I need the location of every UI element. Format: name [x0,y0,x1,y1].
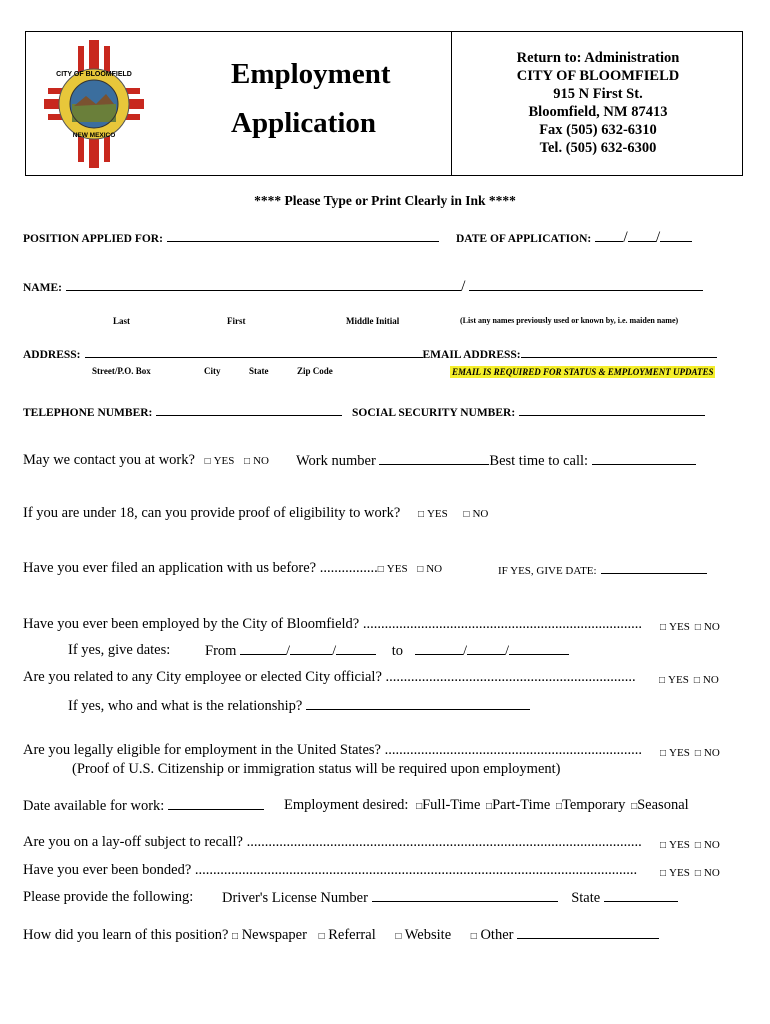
return-line: Bloomfield, NM 87413 [528,104,668,120]
name-label: NAME: [23,282,62,294]
proof-note: (Proof of U.S. Citizenship or immigration status will be required upon employment) [72,761,561,777]
return-line: Return to: Administration [516,50,680,66]
address-field[interactable] [85,345,423,358]
filed-before-yes-checkbox[interactable]: □ [377,564,384,575]
addr-state-caption: State [249,366,269,376]
to-year-field[interactable] [509,642,569,655]
bonded-question: Have you ever been bonded? .......................................................................................................................... [23,862,638,878]
filed-before-yes-label: YES [386,563,408,575]
to-label: to [391,643,404,659]
under18-question: If you are under 18, can you provide proof of eligibility to work? [23,505,401,521]
under18-yes-label: YES [426,508,448,520]
related-yes-checkbox[interactable]: □ [659,675,666,686]
city-seal-logo [44,40,144,168]
filed-before-question: Have you ever filed an application with us before? ................ [23,560,378,576]
return-line: 915 N First St. [553,86,643,102]
name-field[interactable] [66,278,461,291]
newspaper-checkbox[interactable]: □ [232,931,239,942]
work-number-field[interactable] [379,452,489,465]
name-first-caption: First [227,316,246,326]
referral-checkbox[interactable]: □ [318,931,325,942]
related-no-checkbox[interactable]: □ [693,675,700,686]
logo-text-top: CITY OF BLOOMFIELD [56,71,132,78]
position-label: POSITION APPLIED FOR: [23,233,163,245]
title-line1: Employment [231,58,391,90]
return-address [452,49,744,157]
state-field[interactable] [604,889,678,902]
addr-zip-caption: Zip Code [297,366,333,376]
employed-city-yes-label: YES [669,621,690,633]
instruction: **** Please Type or Print Clearly in Ink **** [254,193,516,208]
from-label: From [205,643,237,659]
best-time-label: Best time to call: [489,453,589,469]
logo-text-bottom: NEW MEXICO [72,132,116,139]
title-line2: Application [231,107,377,139]
seasonal-checkbox[interactable]: □ [631,801,638,812]
filed-before-no-label: NO [426,563,443,575]
contact-work-no-label: NO [253,455,269,467]
temporary-checkbox[interactable]: □ [555,801,563,812]
part-time-checkbox[interactable]: □ [486,801,493,812]
addr-city-caption: City [204,366,221,376]
return-line: Tel. (505) 632-6300 [539,140,657,156]
eligible-question: Are you legally eligible for employment in the United States? ....................................................................... [23,742,642,758]
date-available-field[interactable] [168,797,264,810]
return-line: Fax (505) 632-6310 [539,122,657,138]
layoff-no-checkbox[interactable]: □ [694,840,701,851]
employed-city-yes-checkbox[interactable]: □ [660,622,667,633]
drivers-license-label: Driver's License Number [222,890,368,906]
date-application-label: DATE OF APPLICATION: [456,233,592,245]
full-time-checkbox[interactable]: □ [416,801,423,812]
learn-question: How did you learn of this position? [23,927,229,943]
contact-work-question: May we contact you at work? [23,452,195,468]
website-label: Website [404,927,452,943]
newspaper-label: Newspaper [241,927,307,943]
name-last-caption: Last [113,316,131,326]
if-yes-dates-label: If yes, give dates: [68,642,171,658]
return-line: CITY OF BLOOMFIELD [516,68,680,84]
employed-city-question: Have you ever been employed by the City of Bloomfield? ............................................................................. [23,616,642,632]
employment-desired-label: Employment desired: [284,797,409,813]
other-field[interactable] [517,926,659,939]
address-label: ADDRESS: [23,349,81,361]
contact-work-no-checkbox[interactable]: □ [244,456,251,467]
bonded-no-checkbox[interactable]: □ [694,868,701,879]
eligible-no-checkbox[interactable]: □ [694,748,701,759]
if-yes-date-label: IF YES, GIVE DATE: [498,565,597,577]
email-required-note: EMAIL IS REQUIRED FOR STATUS & EMPLOYMENT UPDATES [452,367,714,377]
layoff-no-label: NO [703,839,720,851]
other-names-field[interactable] [469,278,703,291]
from-month-field[interactable] [240,642,286,655]
bonded-no-label: NO [703,867,720,879]
to-month-field[interactable] [415,642,463,655]
work-number-label: Work number [296,453,376,469]
other-names-caption: (List any names previously used or known by, i.e. maiden name) [460,316,679,325]
part-time-label: Part-Time [492,797,551,813]
to-day-field[interactable] [467,642,505,655]
referral-label: Referral [328,927,376,943]
email-field[interactable] [521,345,717,358]
layoff-question: Are you on a lay-off subject to recall? ............................................................................................................. [23,834,642,850]
related-yes-label: YES [668,674,689,686]
date-month-field[interactable] [595,229,623,242]
date-day-field[interactable] [628,229,656,242]
date-year-field[interactable] [660,229,692,242]
filed-before-no-checkbox[interactable]: □ [417,564,424,575]
ssn-label: SOCIAL SECURITY NUMBER: [352,407,516,419]
filed-date-field[interactable] [601,561,707,574]
contact-work-yes-checkbox[interactable]: □ [204,456,211,467]
relationship-label: If yes, who and what is the relationship? [68,698,303,714]
temporary-label: Temporary [562,797,626,813]
name-middle-caption: Middle Initial [346,316,400,326]
other-label: Other [480,927,514,943]
under18-yes-checkbox[interactable]: □ [417,509,424,520]
contact-work-yes-label: YES [213,455,235,467]
from-day-field[interactable] [290,642,332,655]
under18-no-label: NO [472,508,489,520]
under18-no-checkbox[interactable]: □ [463,509,470,520]
eligible-yes-label: YES [669,747,690,759]
bonded-yes-label: YES [669,867,690,879]
telephone-field[interactable] [156,403,342,416]
position-field[interactable] [167,229,439,242]
ssn-field[interactable] [519,403,705,416]
layoff-yes-label: YES [669,839,690,851]
best-time-field[interactable] [592,452,696,465]
header-box [25,31,743,176]
relationship-field[interactable] [306,697,530,710]
eligible-no-label: NO [703,747,720,759]
from-year-field[interactable] [336,642,376,655]
related-question: Are you related to any City employee or elected City official? ..................................................................... [23,669,636,685]
telephone-label: TELEPHONE NUMBER: [23,407,153,419]
other-checkbox[interactable]: □ [470,931,477,942]
eligible-yes-checkbox[interactable]: □ [660,748,667,759]
email-label: EMAIL ADDRESS: [422,349,521,361]
employed-city-no-checkbox[interactable]: □ [694,622,701,633]
date-available-label: Date available for work: [23,798,165,814]
state-label: State [571,890,601,906]
addr-street-caption: Street/P.O. Box [92,366,151,376]
provide-label: Please provide the following: [23,889,194,905]
drivers-license-field[interactable] [372,889,558,902]
full-time-label: Full-Time [422,797,481,813]
employed-city-no-label: NO [703,621,720,633]
related-no-label: NO [702,674,719,686]
website-checkbox[interactable]: □ [395,931,402,942]
layoff-yes-checkbox[interactable]: □ [660,840,667,851]
seasonal-label: Seasonal [637,797,689,813]
bonded-yes-checkbox[interactable]: □ [660,868,667,879]
